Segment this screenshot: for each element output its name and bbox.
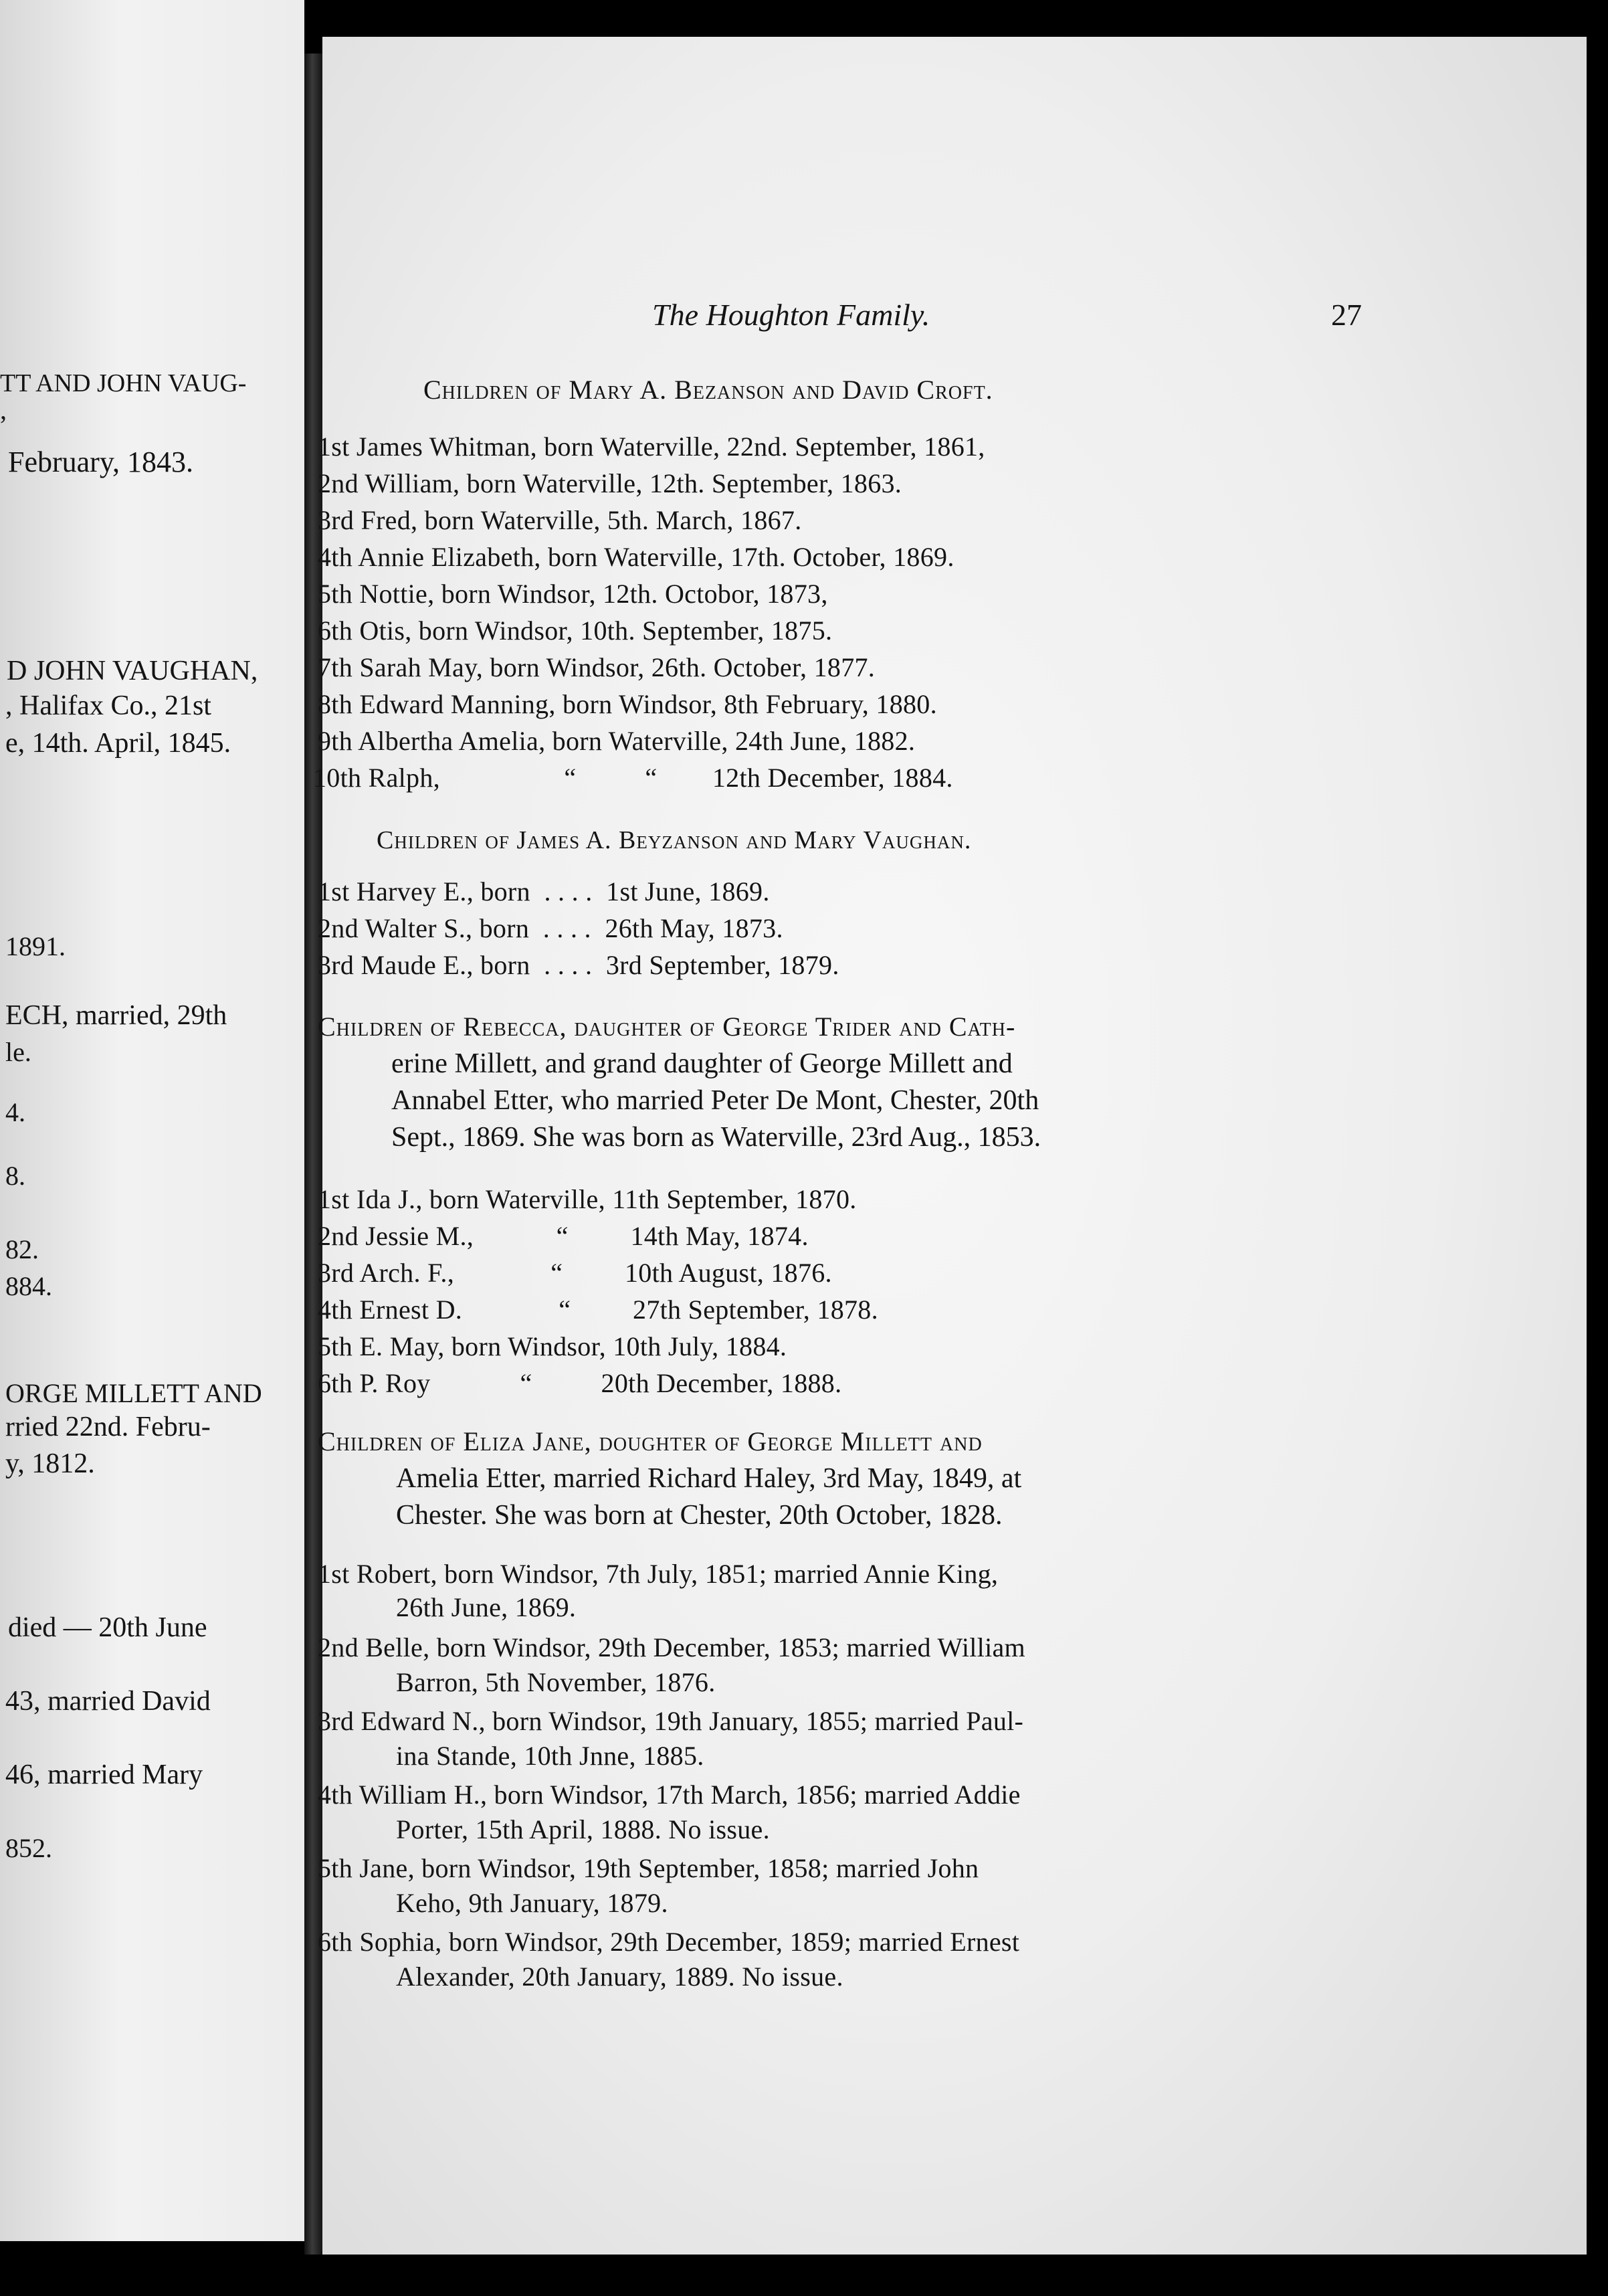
running-title: The Houghton Family. [652,298,930,332]
left-fragment: , Halifax Co., 21st [5,690,211,721]
left-fragment: 884. [5,1271,52,1301]
child-entry-continuation: 26th June, 1869. [396,1592,577,1622]
left-fragment: 1891. [5,931,66,961]
page-edge-shadow [1587,27,1608,2296]
section-heading: Children of Rebecca, daughter of George Trider and Cath- [318,1012,1016,1042]
child-entry: 6th Sophia, born Windsor, 29th December, 1859; married Ernest [318,1927,1020,1957]
child-entry: 6th Otis, born Windsor, 10th. September, 1875. [318,615,833,646]
child-entry: 1st Robert, born Windsor, 7th July, 1851; married Annie King, [318,1559,999,1589]
child-entry: 10th Ralph, “ “ 12th December, 1884. [313,763,953,793]
left-fragment: 82. [5,1234,39,1264]
section-heading-line: Sept., 1869. She was born as Waterville, 23rd Aug., 1853. [391,1122,1041,1153]
left-fragment: February, 1843. [8,446,193,478]
page-number: 27 [1331,298,1362,332]
left-fragment: 43, married David [5,1686,211,1717]
child-entry: 4th Ernest D. “ 27th September, 1878. [318,1295,878,1325]
left-fragment: ECH, married, 29th [5,1000,227,1031]
left-fragment: y, 1812. [5,1448,95,1479]
child-entry-continuation: Alexander, 20th January, 1889. No issue. [396,1962,843,1992]
child-entry: 2nd Jessie M., “ 14th May, 1874. [318,1221,809,1251]
left-fragment: e, 14th. April, 1845. [5,728,231,759]
section-heading-line: Amelia Etter, married Richard Haley, 3rd May, 1849, at [396,1463,1022,1494]
child-entry-continuation: ina Stande, 10th Jnne, 1885. [396,1741,704,1771]
child-entry: 2nd Walter S., born . . . . 26th May, 1873. [318,913,783,943]
left-fragment: 46, married Mary [5,1759,203,1790]
child-entry: 4th William H., born Windsor, 17th March, 1856; married Addie [318,1780,1021,1810]
child-entry: 8th Edward Manning, born Windsor, 8th February, 1880. [318,689,937,719]
left-fragment: died — 20th June [8,1612,207,1643]
child-entry: 3rd Maude E., born . . . . 3rd September, 1879. [318,950,839,980]
left-page [0,0,304,2241]
section-heading: Children of James A. Beyzanson and Mary Vaughan. [377,826,972,854]
child-entry: 5th E. May, born Windsor, 10th July, 1884. [318,1331,787,1361]
section-heading-line: erine Millett, and grand daughter of George Millett and [391,1048,1013,1079]
child-entry: 1st Harvey E., born . . . . 1st June, 1869. [318,876,770,906]
child-entry: 1st James Whitman, born Waterville, 22nd. September, 1861, [318,432,985,462]
child-entry-continuation: Porter, 15th April, 1888. No issue. [396,1814,770,1844]
section-heading-line: Annabel Etter, who married Peter De Mont, Chester, 20th [391,1085,1039,1116]
child-entry: 4th Annie Elizabeth, born Waterville, 17th. October, 1869. [318,542,954,572]
child-entry: 2nd William, born Waterville, 12th. September, 1863. [318,468,902,498]
section-heading-line: Chester. She was born at Chester, 20th October, 1828. [396,1500,1003,1531]
child-entry: 5th Nottie, born Windsor, 12th. Octobor, 1873, [318,579,828,609]
binding-gutter [304,54,324,2255]
left-fragment: D JOHN VAUGHAN, [7,656,258,686]
left-fragment: TT AND JOHN VAUG- [0,369,247,397]
left-fragment: rried 22nd. Febru- [5,1412,211,1442]
child-entry-continuation: Keho, 9th January, 1879. [396,1888,668,1918]
child-entry-continuation: Barron, 5th November, 1876. [396,1667,716,1697]
section-heading: Children of Mary A. Bezanson and David Croft. [423,375,993,405]
left-fragment: , [0,395,7,425]
child-entry: 3rd Edward N., born Windsor, 19th January, 1855; married Paul- [318,1706,1024,1736]
scan-border-bottom [0,2255,1608,2296]
child-entry: 7th Sarah May, born Windsor, 26th. October, 1877. [318,652,876,682]
left-fragment: 852. [5,1833,52,1863]
child-entry: 3rd Fred, born Waterville, 5th. March, 1867. [318,505,802,535]
left-fragment: 4. [5,1097,25,1127]
left-fragment: le. [5,1037,31,1067]
child-entry: 1st Ida J., born Waterville, 11th September, 1870. [318,1184,857,1214]
child-entry: 5th Jane, born Windsor, 19th September, 1858; married John [318,1853,979,1883]
left-fragment: 8. [5,1161,25,1191]
child-entry: 6th P. Roy “ 20th December, 1888. [318,1368,842,1398]
child-entry: 3rd Arch. F., “ 10th August, 1876. [318,1258,832,1288]
section-heading: Children of Eliza Jane, doughter of George Millett and [318,1426,983,1456]
child-entry: 9th Albertha Amelia, born Waterville, 24th June, 1882. [318,726,916,756]
child-entry: 2nd Belle, born Windsor, 29th December, 1853; married William [318,1632,1025,1662]
left-fragment: ORGE MILLETT AND [5,1378,262,1408]
